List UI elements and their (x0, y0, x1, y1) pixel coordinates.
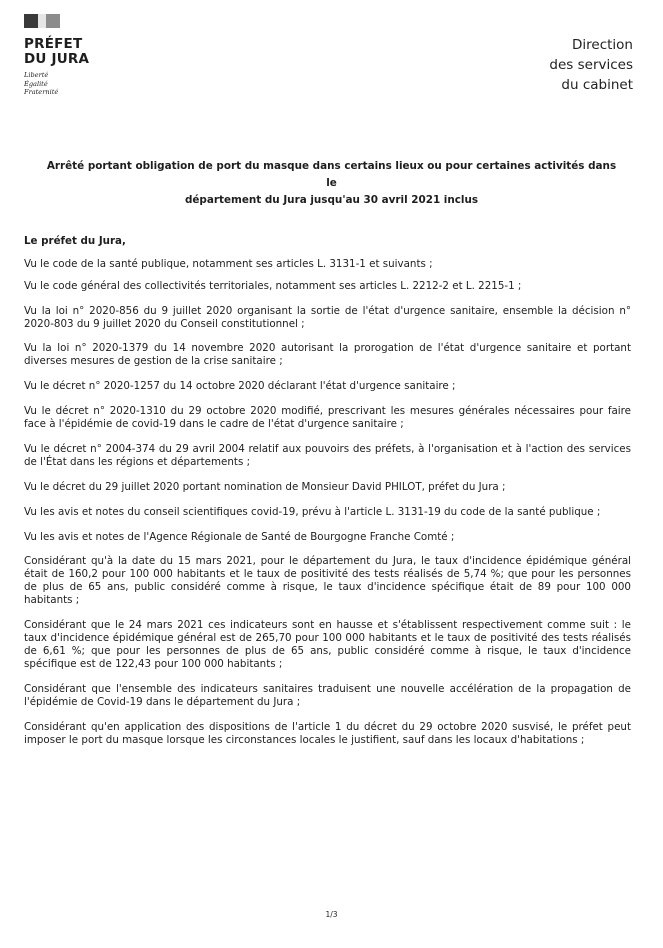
paragraph-6: Vu le décret n° 2020-1310 du 29 octobre 2020 modifié, prescrivant les mesures générales nécessaires pour faire face à l'épidémie de covid-19 dans le cadre de l'état d'urgence sanitaire ; (24, 405, 631, 430)
logo-line-2: DU JURA (24, 51, 90, 67)
paragraph-2: Vu le code général des collectivités territoriales, notamment ses articles L. 2212-2 et L. 2215-1 ; (24, 280, 522, 292)
paragraph-10: Vu les avis et notes de l'Agence Régionale de Santé de Bourgogne Franche Comté ; (24, 531, 455, 543)
paragraph-4: Vu la loi n° 2020-1379 du 14 novembre 2020 autorisant la prorogation de l'état d'urgence sanitaire et portant diverses mesures de gestion de la crise sanitaire ; (24, 342, 631, 367)
title-line-1: Arrêté portant obligation de port du masque dans certains lieux ou pour certaines activités dans le (46, 160, 617, 189)
paragraph-11: Considérant qu'à la date du 15 mars 2021, pour le département du Jura, le taux d'incidence épidémique général était de 160,2 pour 100 000 habitants et le taux de positivité des tests réalisés de 5,74 %; que pour les personnes de plus de 65 ans, public considéré comme à risque, le taux d'incidence spécifique était de 89 pour 100 000 habitants ; (24, 555, 631, 606)
motto-egalite: Égalité (24, 79, 48, 88)
paragraph-8: Vu le décret du 29 juillet 2020 portant nomination de Monsieur David PHILOT, préfet du Jura ; (24, 481, 506, 493)
paragraph-12: Considérant que le 24 mars 2021 ces indicateurs sont en hausse et s'établissent respectivement comme suit : le taux d'incidence épidémique général est de 265,70 pour 100 000 habitants et le taux de positivité des tests réalisés de 6,61 %; que pour les personnes de plus de 65 ans, public considéré comme à risque, le taux d'incidence spécifique est de 122,43 pour 100 000 habitants ; (24, 619, 631, 670)
paragraph-9: Vu les avis et notes du conseil scientifiques covid-19, prévu à l'article L. 3131-19 du code de la santé publique ; (24, 506, 601, 518)
document-body (24, 235, 631, 747)
issuing-service (549, 35, 633, 95)
logo-name (24, 37, 134, 67)
motto-liberte: Liberté (24, 71, 49, 79)
logo-line-1: PRÉFET (24, 36, 83, 52)
direction-line-3: du cabinet (561, 77, 633, 93)
motto-fraternite: Fraternité (24, 88, 59, 96)
paragraph-5: Vu le décret n° 2020-1257 du 14 octobre 2020 déclarant l'état d'urgence sanitaire ; (24, 380, 456, 392)
paragraph-13: Considérant que l'ensemble des indicateurs sanitaires traduisent une nouvelle accélération de la propagation de l'épidémie de Covid-19 dans le département du Jura ; (24, 683, 631, 708)
marianne-flag-icon (24, 12, 72, 30)
prefet-logo (24, 12, 134, 97)
document-title (40, 158, 623, 209)
paragraph-3: Vu la loi n° 2020-856 du 9 juillet 2020 organisant la sortie de l'état d'urgence sanitaire, ensemble la décision n° 2020-803 du 9 juillet 2020 du Conseil constitutionnel ; (24, 305, 631, 330)
opening-line: Le préfet du Jura, (24, 235, 126, 247)
paragraph-7: Vu le décret n° 2004-374 du 29 avril 2004 relatif aux pouvoirs des préfets, à l'organisation et à l'action des services de l'État dans les régions et départements ; (24, 443, 631, 468)
direction-line-1: Direction (572, 37, 633, 53)
title-line-2: département du Jura jusqu'au 30 avril 2021 inclus (184, 194, 479, 206)
paragraph-1: Vu le code de la santé publique, notamment ses articles L. 3131-1 et suivants ; (24, 258, 433, 270)
page-number: 1/3 (325, 910, 338, 919)
republic-motto (24, 71, 134, 97)
paragraph-14: Considérant qu'en application des dispositions de l'article 1 du décret du 29 octobre 2020 susvisé, le préfet peut imposer le port du masque lorsque les circonstances locales le justifient, sauf dans les locaux d'habitations ; (24, 721, 631, 746)
direction-line-2: des services (549, 57, 633, 73)
